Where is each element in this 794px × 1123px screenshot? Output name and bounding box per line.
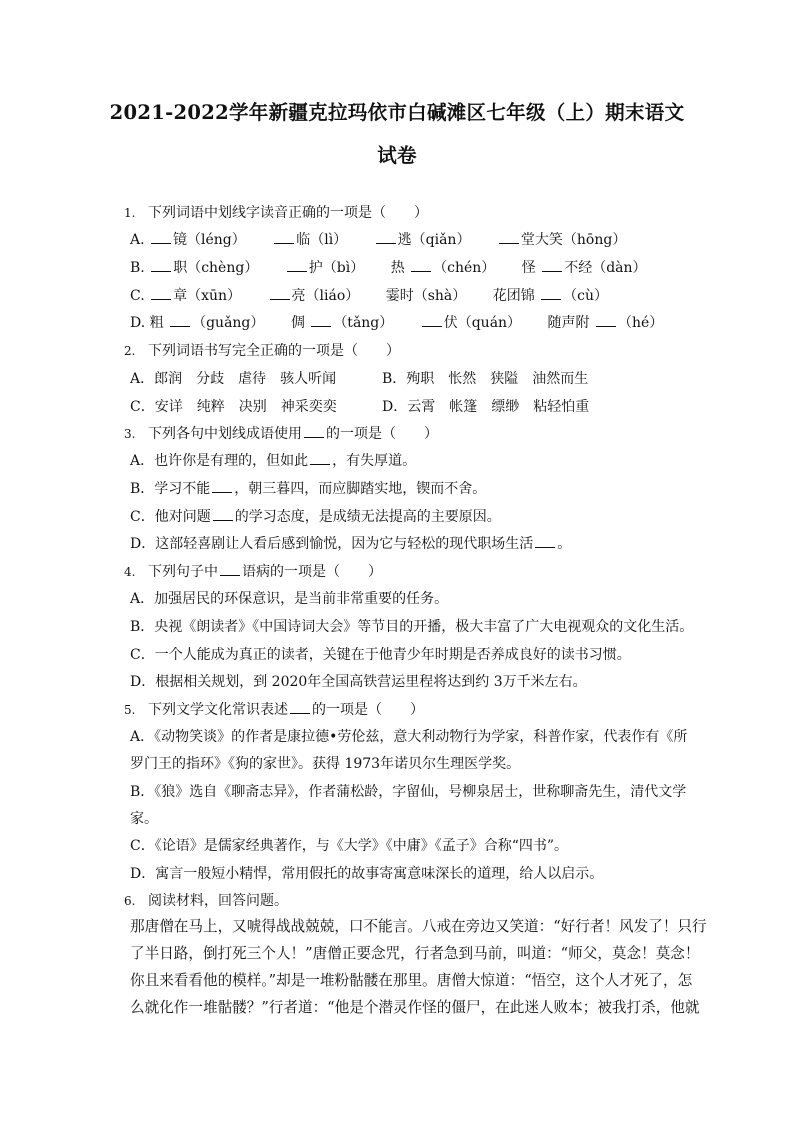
option-label: A. (130, 232, 145, 248)
q1-option-a (130, 230, 626, 250)
q5-option-a-continued: 罗门王的指环》《狗的家世》。获得 1973年诺贝尔生理医学奖。 (130, 756, 521, 772)
page-title: 2021-2022学年新疆克拉玛依市白碱滩区七年级（上）期末语文 (109, 101, 685, 124)
underline-blank (499, 230, 519, 244)
reading-passage-line: 了半日路，倒打死三个人！”唐僧正要念咒，行者急到马前，叫道：“师父，莫念！莫念！ (130, 945, 700, 962)
option-text: 镜（léng） (173, 232, 246, 248)
underline-blank (287, 258, 307, 272)
option-text: （chén） (433, 260, 496, 276)
option-text-end: ，朝三暮四，而应脚踏实地，锲而不舍。 (234, 481, 487, 497)
option-text: 伏（quán） (443, 315, 522, 331)
question-stem: 下列文学文化常识表述 (148, 702, 288, 718)
underline-blank (422, 313, 442, 327)
underline-blank (311, 313, 331, 327)
q2-options-row-2 (130, 397, 589, 417)
q3-option-c (130, 507, 501, 527)
q2-option-b: B．殉职 怅然 狭隘 油然而生 (382, 371, 589, 387)
underline-blank (212, 479, 232, 493)
underline-blank (170, 313, 190, 327)
underline-blank (596, 313, 616, 327)
q4-option-c: C．一个人能成为真正的读者，关键在于他青少年时期是否养成良好的读书习惯。 (130, 647, 631, 663)
option-text: 临（lì） (296, 232, 348, 248)
q5-option-a: A．《动物笑谈》的作者是康拉德•劳伦兹，意大利动物行为学家，科普作家，代表作有《所 (130, 729, 688, 745)
q4-option-b: B．央视《朗读者》《中国诗词大会》等节目的开播，极大丰富了广大电视观众的文化生活。 (130, 619, 694, 635)
page-title-continued: 试卷 (377, 144, 417, 167)
option-text: D．这部轻喜剧让人看后感到愉悦，因为它与轻松的现代职场生活 (130, 536, 534, 552)
question-1 (124, 203, 428, 223)
reading-passage-line: 你且来看看他的模样。”却是一堆粉骷髅在那里。唐僧大惊道：“悟空，这个人才死了，怎 (130, 972, 693, 989)
question-2 (124, 341, 400, 361)
question-5 (124, 700, 424, 720)
q5-option-b: B．《狼》选自《聊斋志异》，作者蒲松龄，字留仙，号柳泉居士，世称聊斋先生，清代文学 (130, 784, 687, 800)
option-text: 霎时（shà） (385, 288, 467, 304)
underline-blank (542, 258, 562, 272)
underline-blank (151, 230, 171, 244)
option-label: C. (130, 288, 145, 304)
q5-option-d: D．寓言一般短小精悍，常用假托的故事寄寓意味深长的道理，给人以启示。 (130, 866, 604, 882)
q1-option-c (130, 286, 608, 306)
q1-option-b (130, 258, 647, 278)
question-stem: 阅读材料，回答问题。 (148, 893, 288, 909)
reading-passage-line: 那唐僧在马上，又唬得战战兢兢，口不能言。八戒在旁边又笑道：“好行者！风发了！只行 (130, 918, 707, 935)
option-text-end: 。 (557, 536, 572, 552)
reading-passage-line: 么就化作一堆骷髅？”行者道：“他是个潜灵作怪的僵尸，在此迷人败本；被我打杀，他就 (130, 999, 700, 1016)
option-text: 不经（dàn） (564, 260, 647, 276)
question-number: 6. (124, 894, 136, 908)
underline-blank (304, 424, 324, 438)
q4-option-a: A．加强居民的环保意识，是当前非常重要的任务。 (130, 591, 449, 607)
question-stem-end: 的一项是（ ） (312, 702, 424, 718)
underline-blank (213, 507, 233, 521)
underline-blank (220, 562, 240, 576)
question-number: 4. (124, 565, 136, 579)
option-text: 亮（liáo） (291, 288, 360, 304)
q2-option-d: D．云霄 帐篷 缥缈 粘轻怕重 (382, 399, 590, 415)
option-text: （tǎng） (333, 315, 394, 331)
question-number: 5. (124, 703, 136, 717)
underline-blank (310, 451, 330, 465)
question-stem-end: 语病的一项是（ ） (242, 564, 382, 580)
option-text: 热 (390, 260, 405, 276)
underline-blank (290, 700, 310, 714)
q4-option-d: D．根据相关规划，到 2020年全国高铁营运里程将达到约 3万千米左右。 (130, 674, 587, 690)
q3-option-d (130, 534, 571, 554)
question-3 (124, 424, 438, 444)
q2-options-row-1 (130, 369, 588, 389)
option-text: B．学习不能 (130, 481, 211, 497)
option-text-end: ，有失厚道。 (332, 453, 417, 469)
option-text: A．也许你是有理的，但如此 (130, 453, 309, 469)
option-label: D. (130, 315, 146, 331)
option-text: 怪 (521, 260, 536, 276)
question-number: 1. (124, 206, 136, 220)
option-text: （cù） (563, 288, 609, 304)
question-4 (124, 562, 382, 582)
underline-blank (270, 286, 290, 300)
option-text: 章（xūn） (173, 288, 242, 304)
q5-option-c: C．《论语》是儒家经典著作，与《大学》《中庸》《孟子》合称“四书”。 (130, 838, 569, 854)
question-stem-end: 的一项是（ ） (326, 426, 438, 442)
q2-option-c: C．安详 纯粹 决别 神采奕奕 (130, 399, 337, 415)
question-stem: 下列词语书写完全正确的一项是（ ） (148, 343, 400, 359)
question-stem: 下列各句中划线成语使用 (148, 426, 302, 442)
underline-blank (376, 230, 396, 244)
option-text: 花团锦 (492, 288, 535, 304)
underline-blank (535, 534, 555, 548)
q1-option-d (130, 313, 663, 333)
question-stem: 下列句子中 (148, 564, 218, 580)
q2-option-a: A．郎润 分歧 虐待 骇人听闻 (130, 371, 337, 387)
underline-blank (151, 258, 171, 272)
question-number: 2. (124, 344, 136, 358)
option-label: B. (130, 260, 145, 276)
q5-option-b-continued: 家。 (130, 811, 158, 827)
option-text-end: 的学习态度，是成绩无法提高的主要原因。 (234, 509, 501, 525)
question-stem: 下列词语中划线字读音正确的一项是（ ） (148, 205, 428, 221)
q3-option-b (130, 479, 486, 499)
question-number: 3. (124, 427, 136, 441)
option-text: （guǎng） (192, 315, 265, 331)
underline-blank (151, 286, 171, 300)
option-text: 粗 (149, 315, 164, 331)
option-text: C．他对问题 (130, 509, 211, 525)
underline-blank (411, 258, 431, 272)
option-text: 倜 (290, 315, 305, 331)
option-text: （hé） (617, 315, 664, 331)
option-text: 护（bì） (308, 260, 365, 276)
option-text: 逃（qiǎn） (397, 232, 471, 248)
option-text: 职（chèng） (173, 260, 259, 276)
underline-blank (541, 286, 561, 300)
question-6 (124, 891, 288, 911)
underline-blank (274, 230, 294, 244)
option-text: 堂大笑（hōng） (520, 232, 627, 248)
option-text: 随声附 (547, 315, 590, 331)
q3-option-a (130, 451, 416, 471)
